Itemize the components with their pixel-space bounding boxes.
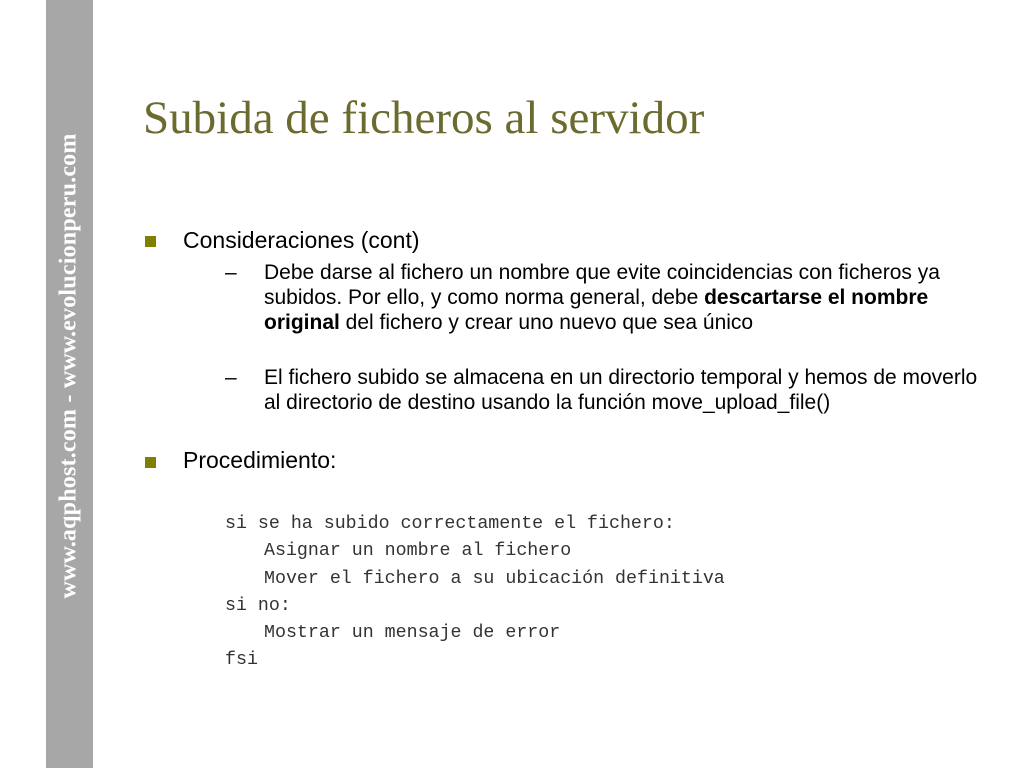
code-line: fsi xyxy=(225,650,258,671)
bullet-consideraciones: Consideraciones (cont) xyxy=(183,227,420,253)
side-watermark: www.aqphost.com - www.evolucionperu.com xyxy=(55,133,82,599)
pseudocode-block xyxy=(225,511,725,675)
subitem-nombre-fichero xyxy=(264,260,984,335)
code-line: si no: xyxy=(225,595,291,616)
code-line: Mostrar un mensaje de error xyxy=(264,623,561,644)
subitem-directorio-temporal: El fichero subido se almacena en un directorio temporal y hemos de moverlo al directorio de destino usando la función move_upload_file() xyxy=(264,366,978,414)
bullet-square-icon xyxy=(145,236,156,247)
code-line: Mover el fichero a su ubicación definitiva xyxy=(264,568,725,589)
dash-marker: – xyxy=(225,261,237,284)
dash-marker: – xyxy=(225,366,237,389)
code-line: si se ha subido correctamente el fichero: xyxy=(225,514,675,534)
slide-title: Subida de ficheros al servidor xyxy=(143,92,705,144)
bullet-square-icon xyxy=(145,457,156,468)
subitem-text-before: Debe darse al fichero un nombre que evite coincidencias con ficheros ya subidos. Por ello, y como norma general, debe xyxy=(264,261,940,309)
subitem-text-bold: descartarse el nombre original xyxy=(264,286,929,334)
subitem-text-after: del fichero y crear uno nuevo que sea único xyxy=(339,311,754,334)
code-line: Asignar un nombre al fichero xyxy=(264,541,572,562)
bullet-procedimiento: Procedimiento: xyxy=(183,447,337,473)
